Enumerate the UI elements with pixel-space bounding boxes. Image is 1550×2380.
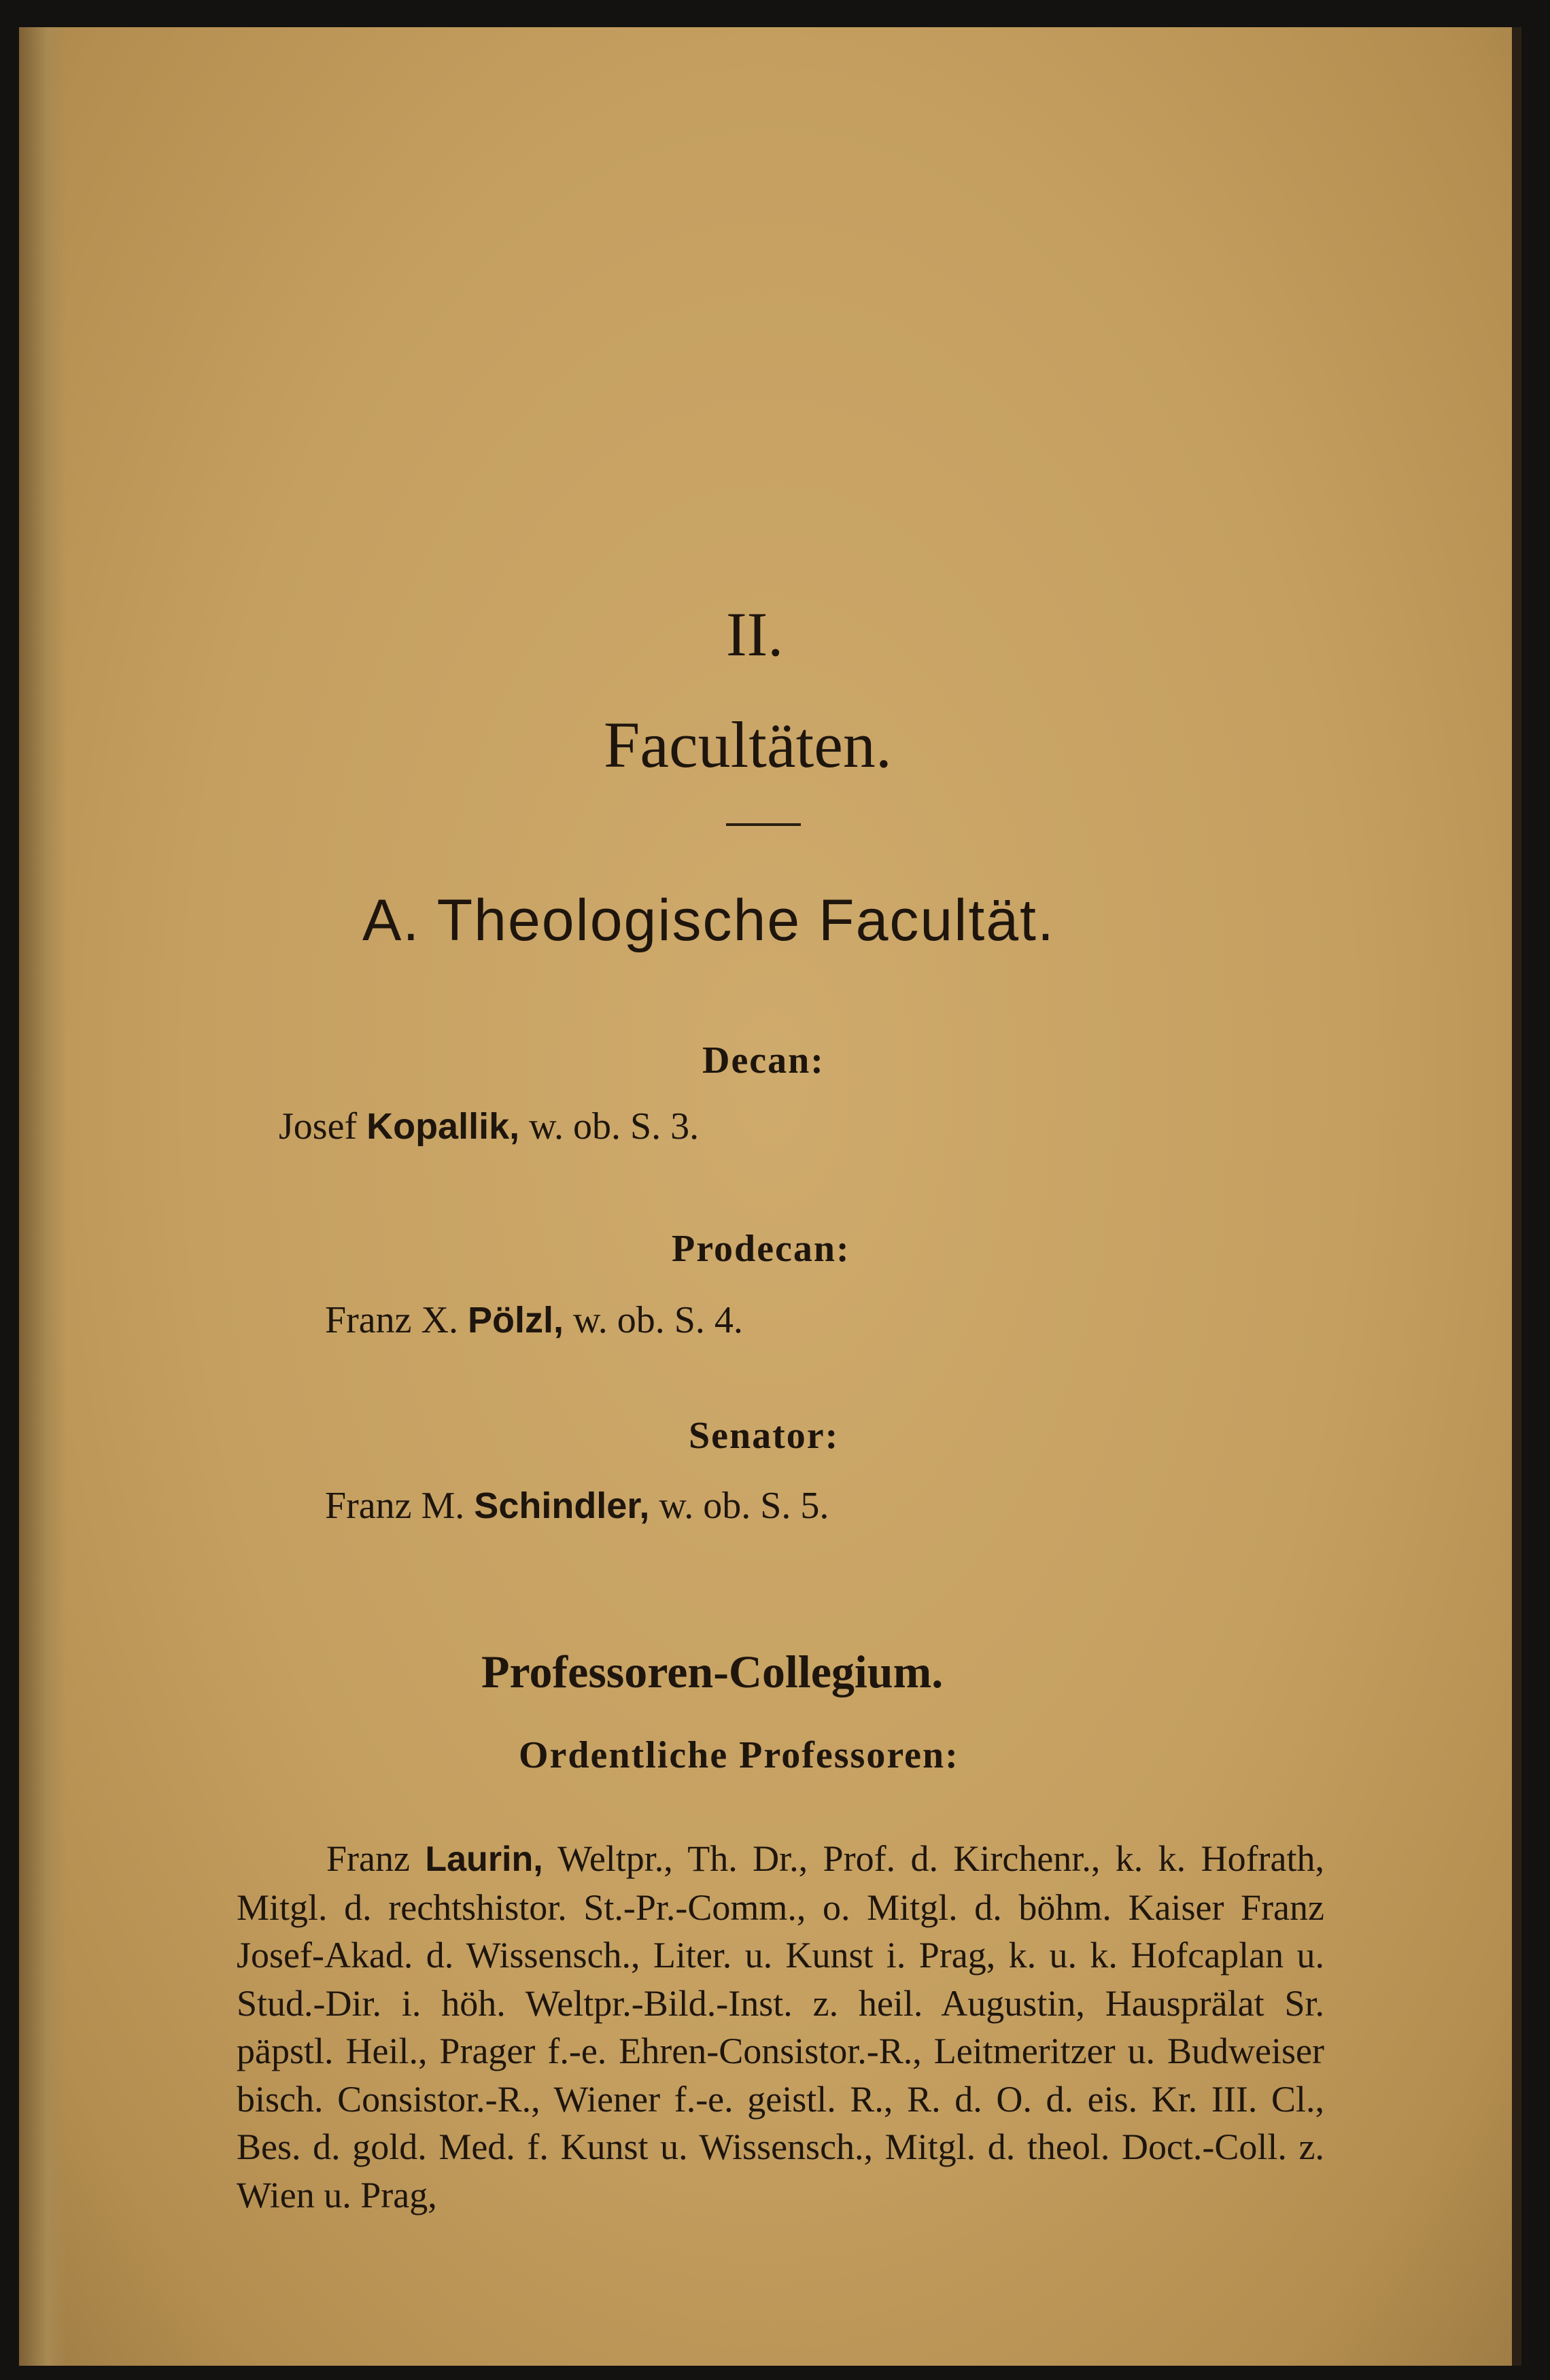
page-edge xyxy=(1512,27,1521,2366)
page-reference: w. ob. S. 3. xyxy=(529,1105,700,1148)
entry-text: Weltpr., Th. Dr., Prof. d. Kirchenr., k. k. Hofrath, Mitgl. d. rechtshistor. St.-Pr.-Comm., o. Mitgl. d. böhm. Kaiser Franz Josef-Akad. d. Wissensch., Liter. u. Kunst i. Prag, k. u. k. Hofcaplan u. Stud.-Dir. i. höh. Weltpr.-Bild.-Inst. z. heil. Augustin, Hausprälat Sr. päpstl. Heil., Prager f.-e. Ehren-Consistor.-R., Leitmeritzer u. Budweiser bisch. Consistor.-R., Wiener f.-e. geistl. R., R. d. O. d. eis. Kr. III. Cl., Bes. d. gold. Med. f. Kunst u. Wissensch., Mitgl. d. theol. Doct.-Coll. z. Wien u. Prag, xyxy=(237,1838,1325,2215)
page-gutter-shadow xyxy=(19,27,67,2366)
professor-entry xyxy=(237,1835,1324,2219)
surname: Kopallik, xyxy=(366,1106,520,1147)
page-reference: w. ob. S. 4. xyxy=(572,1299,743,1341)
senator-entry xyxy=(325,1484,829,1528)
decan-title: Decan: xyxy=(702,1039,825,1082)
first-name: Franz X. xyxy=(325,1299,458,1341)
page-reference: w. ob. S. 5. xyxy=(659,1485,829,1527)
surname: Laurin, xyxy=(425,1840,543,1879)
divider xyxy=(726,823,801,826)
senator-title: Senator: xyxy=(689,1415,840,1457)
first-name: Franz M. xyxy=(325,1485,465,1527)
book-page xyxy=(19,27,1521,2366)
section-number: II. xyxy=(726,600,784,669)
surname: Schindler, xyxy=(474,1485,650,1526)
prodecan-entry xyxy=(325,1298,743,1342)
surname: Pölzl, xyxy=(467,1300,564,1341)
faculty-heading: A. Theologische Facultät. xyxy=(362,888,1055,953)
first-name: Josef xyxy=(279,1105,358,1148)
decan-entry xyxy=(279,1105,699,1148)
prodecan-title: Prodecan: xyxy=(672,1228,850,1270)
first-name: Franz xyxy=(326,1838,410,1879)
collegium-heading: Professoren-Collegium. xyxy=(481,1646,944,1697)
ordentliche-heading: Ordentliche Professoren: xyxy=(519,1734,959,1776)
section-title: Facultäten. xyxy=(604,708,892,781)
